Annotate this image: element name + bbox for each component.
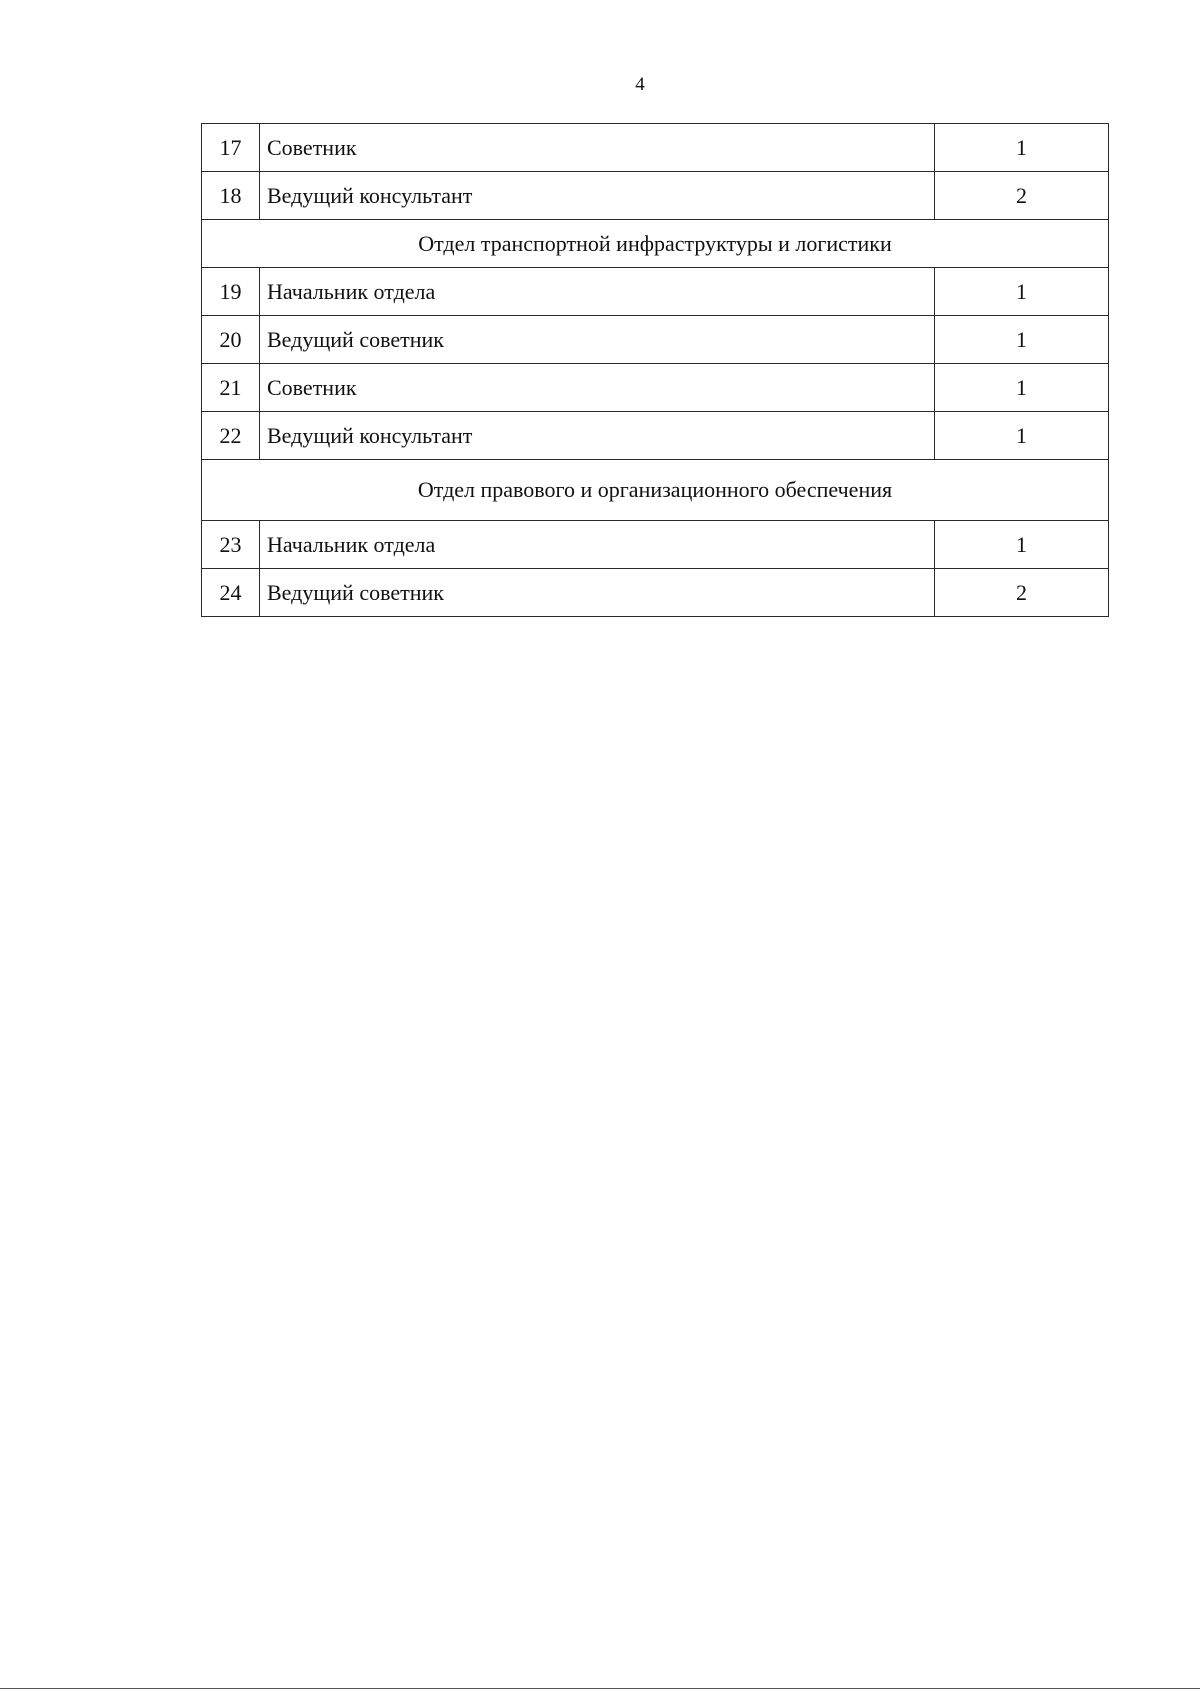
position-title: Начальник отдела xyxy=(260,521,935,569)
row-number: 24 xyxy=(202,569,260,617)
staffing-table xyxy=(201,123,1109,617)
department-heading: Отдел транспортной инфраструктуры и логистики xyxy=(202,220,1109,268)
position-title: Ведущий консультант xyxy=(260,172,935,220)
position-count: 1 xyxy=(935,412,1109,460)
position-title: Ведущий консультант xyxy=(260,412,935,460)
position-count: 1 xyxy=(935,521,1109,569)
table-row xyxy=(202,268,1109,316)
position-count: 2 xyxy=(935,569,1109,617)
position-title: Начальник отдела xyxy=(260,268,935,316)
position-count: 1 xyxy=(935,268,1109,316)
position-title: Советник xyxy=(260,124,935,172)
table-row xyxy=(202,172,1109,220)
position-title: Ведущий советник xyxy=(260,316,935,364)
page-number: 4 xyxy=(635,74,645,95)
section-row xyxy=(202,220,1109,268)
row-number: 18 xyxy=(202,172,260,220)
position-count: 1 xyxy=(935,124,1109,172)
row-number: 17 xyxy=(202,124,260,172)
department-heading: Отдел правового и организационного обеспечения xyxy=(202,460,1109,521)
table-row xyxy=(202,521,1109,569)
row-number: 19 xyxy=(202,268,260,316)
table-row xyxy=(202,412,1109,460)
table-row xyxy=(202,569,1109,617)
table-row xyxy=(202,124,1109,172)
position-title: Ведущий советник xyxy=(260,569,935,617)
page-bottom-rule xyxy=(0,1688,1200,1689)
row-number: 20 xyxy=(202,316,260,364)
row-number: 22 xyxy=(202,412,260,460)
position-title: Советник xyxy=(260,364,935,412)
row-number: 23 xyxy=(202,521,260,569)
row-number: 21 xyxy=(202,364,260,412)
position-count: 2 xyxy=(935,172,1109,220)
section-row xyxy=(202,460,1109,521)
table-row xyxy=(202,364,1109,412)
table-row xyxy=(202,316,1109,364)
position-count: 1 xyxy=(935,316,1109,364)
position-count: 1 xyxy=(935,364,1109,412)
